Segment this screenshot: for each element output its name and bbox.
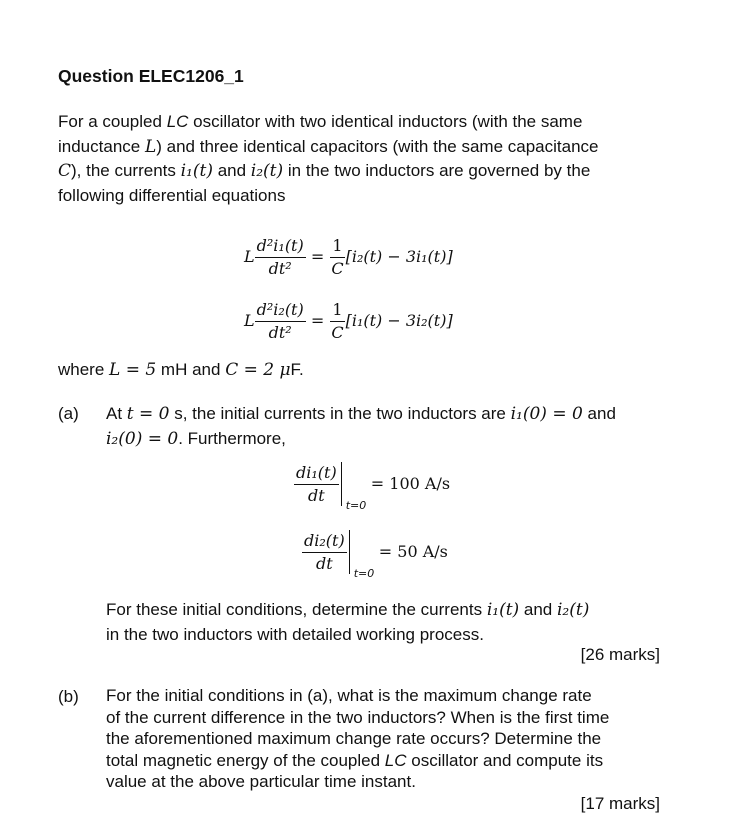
part-a-label: (a) [58, 404, 79, 423]
initial-derivative-2: $\frac{\text{di₂(t)}}{dt}$ t=0 = 50 A/s [304, 530, 448, 580]
part-b-line-2: of the current difference in the two inductors? When is the first time [106, 707, 610, 727]
part-a-question-line-1: For these initial conditions, determine the currents i₁(t) and i₂(t) [106, 600, 590, 620]
equation-2: L $\frac{\text{d²i₂(t)}}{\text{dt²}}$ = $\frac{1}{C}$ [i₁(t) − 3i₂(t)] [244, 300, 453, 342]
part-b-label: (b) [58, 687, 79, 706]
intro-paragraph [58, 110, 598, 208]
intro-line-2: inductance L) and three identical capacitors (with the same capacitance [58, 136, 599, 157]
part-a-question [106, 598, 589, 647]
part-a-line-2: i₂(0) = 0. Furthermore, [106, 428, 286, 449]
part-b-line-3: the aforementioned maximum change rate occurs? Determine the [106, 729, 602, 748]
part-b-marks: [17 marks] [580, 794, 660, 813]
part-b-line-1: For the initial conditions in (a), what is the maximum change rate [106, 686, 592, 705]
intro-line-4: following differential equations [58, 185, 286, 205]
initial-derivative-1: $\frac{\text{di₁(t)}}{dt}$ t=0 = 100 A/s [296, 462, 451, 512]
part-b-question [106, 685, 609, 793]
question-title: Question ELEC1206_1 [58, 66, 244, 86]
part-b-line-4: total magnetic energy of the coupled LC oscillator and compute its [106, 750, 604, 770]
intro-line-3: C), the currents i₁(t) and i₂(t) in the two inductors are governed by the [58, 161, 591, 181]
part-a-marks: [26 marks] [580, 645, 660, 664]
part-a-line-1: At t = 0 s, the initial currents in the two inductors are i₁(0) = 0 and [106, 404, 616, 424]
where-line: where L = 5 mH and C = 2 μF. [58, 360, 304, 380]
equation-1: L $\frac{\text{d²i₁(t)}}{\text{dt²}}$ = $\frac{1}{C}$ [i₂(t) − 3i₁(t)] [244, 236, 453, 278]
part-a-question-line-2: in the two inductors with detailed working process. [106, 624, 484, 644]
part-a-intro [106, 402, 616, 451]
evaluation-bar: t=0 [349, 530, 350, 574]
intro-line-1: For a coupled LC oscillator with two identical inductors (with the same [58, 112, 583, 131]
evaluation-bar: t=0 [341, 462, 342, 506]
part-b-line-5: value at the above particular time instant. [106, 772, 416, 791]
